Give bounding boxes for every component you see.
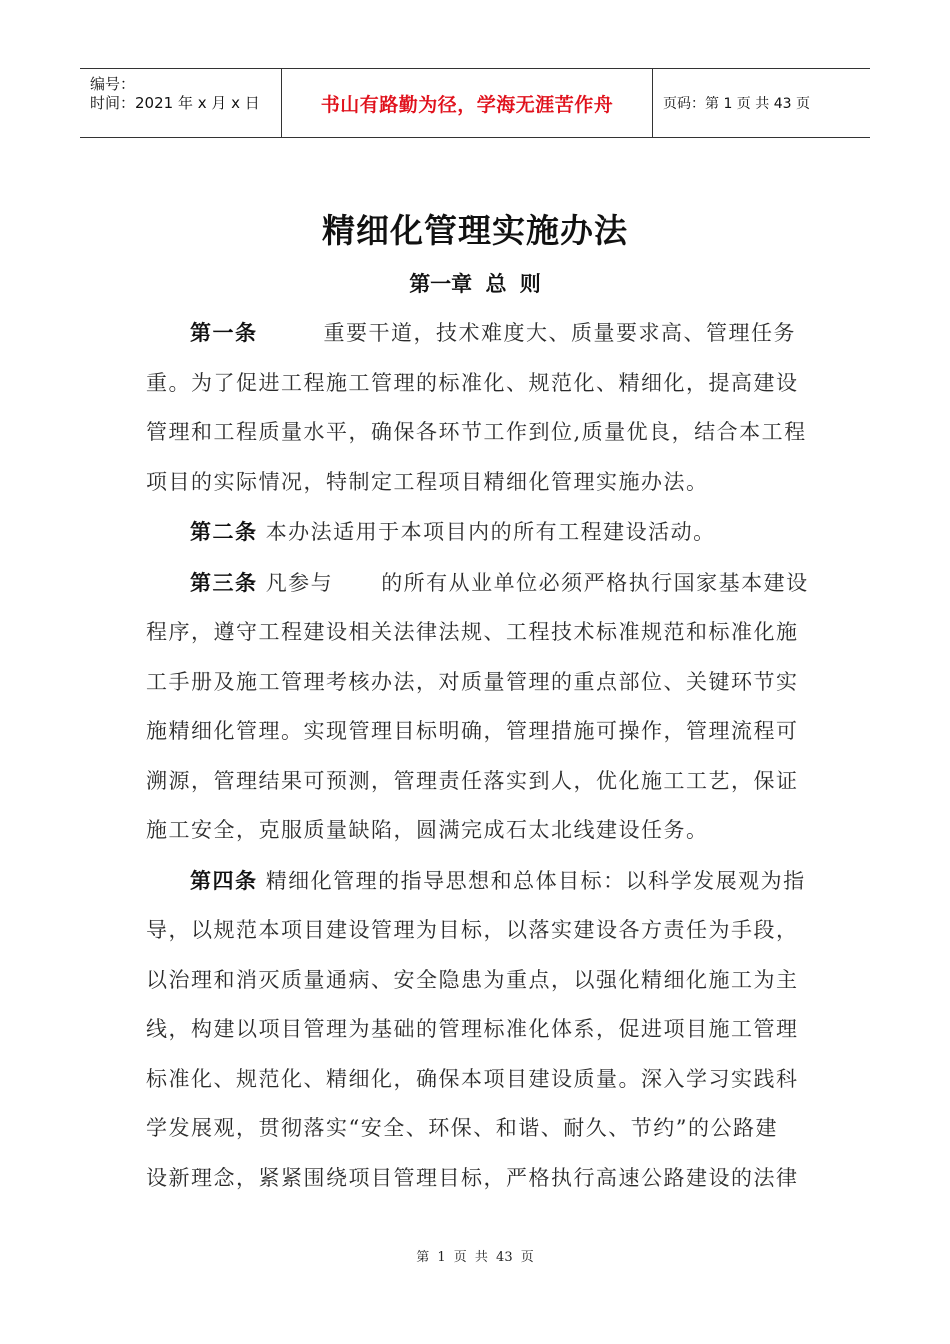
article-text-line: 项目的实际情况，特制定工程项目精细化管理实施办法。 <box>146 469 709 494</box>
page-footer: 第 1 页 共 43 页 <box>416 1250 534 1265</box>
article-label: 第二条 <box>190 519 258 544</box>
article-text-line: 重要干道，技术难度大、质量要求高、管理任务 <box>323 321 796 345</box>
article-label: 第一条 <box>190 320 258 345</box>
article-4 <box>146 856 806 1204</box>
article-text-line: 标准化、规范化、精细化，确保本项目建设质量。深入学习实践科 <box>146 1066 799 1091</box>
article-text-line: 学发展观，贯彻落实“安全、环保、和谐、耐久、节约”的公路建 <box>146 1116 778 1140</box>
article-text-line: 管理和工程质量水平，确保各环节工作到位,质量优良，结合本工程 <box>146 420 807 444</box>
article-label: 第四条 <box>190 867 258 893</box>
article-text-line: 本办法适用于本项目内的所有工程建设活动。 <box>265 520 716 544</box>
article-text-line: 施工安全，克服质量缺陷，圆满完成石太北线建设任务。 <box>146 818 709 842</box>
header-page-info: 页码：第 1 页 共 43 页 <box>663 96 810 112</box>
article-text-line: 设新理念，紧紧围绕项目管理目标，严格执行高速公路建设的法律 <box>146 1165 799 1190</box>
number-label: 编号： <box>90 75 136 93</box>
chapter-heading: 第一章 总 则 <box>409 271 541 296</box>
article-text-line: 程序，遵守工程建设相关法律法规、工程技术标准规范和标准化施 <box>146 620 799 644</box>
header-motto: 书山有路勤为径，学海无涯苦作舟 <box>282 69 653 137</box>
article-label: 第三条 <box>190 569 258 595</box>
article-text-fragment: 的所有从业单位必须严格执行国家基本建设 <box>381 570 809 595</box>
article-3 <box>146 558 809 856</box>
article-text-line: 导，以规范本项目建设管理为目标，以落实建设各方责任为手段， <box>146 918 799 942</box>
header-meta <box>80 69 282 137</box>
article-1 <box>146 308 806 507</box>
article-2 <box>146 507 806 558</box>
article-text-line: 施精细化管理。实现管理目标明确，管理措施可操作，管理流程可 <box>146 719 799 743</box>
article-text-line: 以治理和消灭质量通病、安全隐患为重点，以强化精细化施工为主 <box>146 967 799 992</box>
article-text-line: 工手册及施工管理考核办法，对质量管理的重点部位、关键环节实 <box>146 669 799 694</box>
article-text-line: 溯源，管理结果可预测，管理责任落实到人，优化施工工艺，保证 <box>146 768 799 793</box>
article-text-line: 线，构建以项目管理为基础的管理标准化体系，促进项目施工管理 <box>146 1017 799 1041</box>
page-header <box>80 68 870 138</box>
time-label: 时间：2021 年 x 月 x 日 <box>90 94 260 112</box>
document-body <box>146 308 809 1203</box>
article-text-line: 精细化管理的指导思想和总体目标：以科学发展观为指 <box>265 868 806 893</box>
article-text-fragment: 凡参与 <box>265 570 334 595</box>
document-title: 精细化管理实施办法 <box>322 211 628 250</box>
article-text-line: 重。为了促进工程施工管理的标准化、规范化、精细化，提高建设 <box>146 370 799 395</box>
